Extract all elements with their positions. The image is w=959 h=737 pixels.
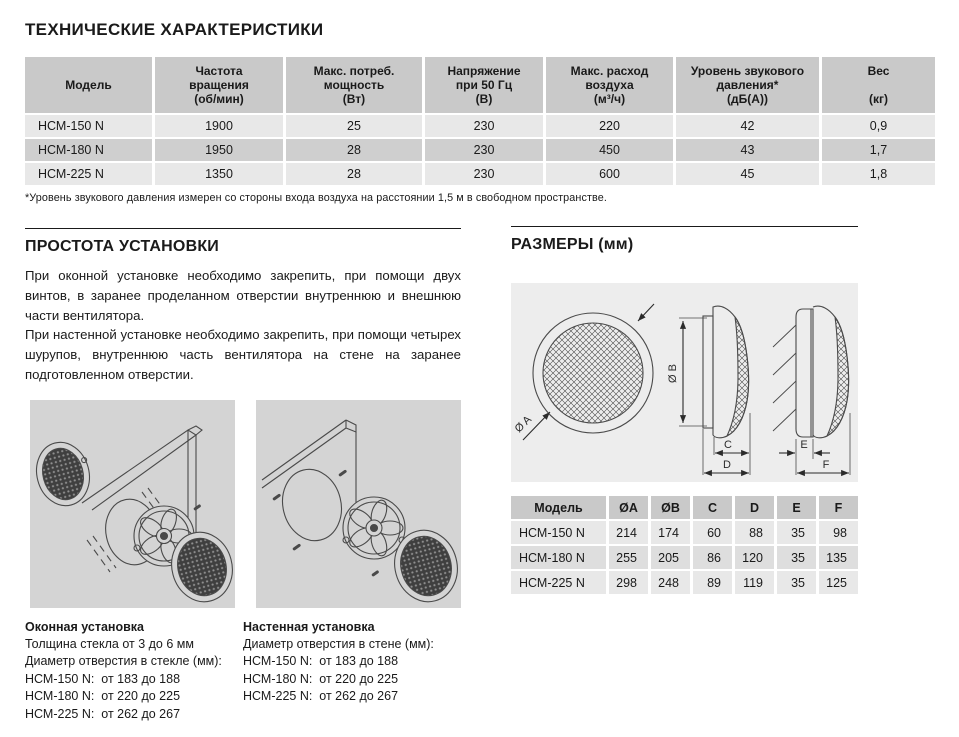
spec-cell: 1900: [155, 115, 283, 137]
dims-cell: 89: [693, 571, 732, 594]
window-installation-drawing: [30, 400, 235, 608]
spec-cell: 450: [546, 139, 673, 161]
dims-cell: 214: [609, 521, 648, 544]
spec-header-weight: Вес (кг): [822, 57, 935, 113]
spec-cell: 220: [546, 115, 673, 137]
caption-title: Оконная установка: [25, 619, 145, 634]
spec-cell: НСМ-180 N: [25, 139, 152, 161]
dim-label-b: Ø B: [667, 364, 679, 383]
spec-cell: 1350: [155, 163, 283, 185]
dims-header: ØA: [609, 496, 648, 519]
page-title: ТЕХНИЧЕСКИЕ ХАРАКТЕРИСТИКИ: [25, 20, 324, 39]
spec-header-voltage: Напряжение при 50 Гц (В): [425, 57, 543, 113]
wall-installation-illustration: [256, 400, 461, 608]
spec-footnote: *Уровень звукового давления измерен со стороны входа воздуха на расстоянии 1,5 м в свободном пространстве.: [25, 192, 607, 204]
spec-cell: 1950: [155, 139, 283, 161]
spec-header-model: Модель: [25, 57, 152, 113]
spec-cell: 28: [286, 163, 422, 185]
dims-cell: 125: [819, 571, 858, 594]
spec-table: [25, 57, 935, 185]
window-installation-illustration: [30, 400, 235, 608]
dims-cell: 255: [609, 546, 648, 569]
caption-title: Настенная установка: [243, 619, 375, 634]
spec-cell: НСМ-150 N: [25, 115, 152, 137]
spec-cell: 230: [425, 115, 543, 137]
dims-cell: НСМ-180 N: [511, 546, 606, 569]
installation-paragraph: При настенной установке необходимо закрепить, при помощи четырех шурупов, внутреннюю часть вентилятора на стене на заранее подготовленном отверстии.: [25, 327, 461, 382]
dims-cell: 35: [777, 521, 816, 544]
spec-header-airflow: Макс. расход воздуха (м³/ч): [546, 57, 673, 113]
dim-label-a: Ø A: [512, 413, 535, 436]
dims-cell: 86: [693, 546, 732, 569]
dims-cell: 98: [819, 521, 858, 544]
spec-cell: 43: [676, 139, 819, 161]
dims-header: E: [777, 496, 816, 519]
dims-header: C: [693, 496, 732, 519]
dimensions-table: [511, 496, 858, 594]
spec-header-speed: Частота вращения (об/мин): [155, 57, 283, 113]
spec-cell: 1,7: [822, 139, 935, 161]
spec-cell: 25: [286, 115, 422, 137]
spec-header-power: Макс. потреб. мощность (Вт): [286, 57, 422, 113]
dimensions-section: [511, 226, 858, 594]
dims-cell: 298: [609, 571, 648, 594]
spec-cell: 600: [546, 163, 673, 185]
dimensions-heading: РАЗМЕРЫ (мм): [511, 236, 634, 253]
dim-label-e: E: [800, 439, 808, 451]
installation-section: [25, 228, 461, 723]
spec-cell: 0,9: [822, 115, 935, 137]
section-divider: [511, 226, 858, 227]
dims-cell: 35: [777, 571, 816, 594]
dims-cell: 120: [735, 546, 774, 569]
dims-header: F: [819, 496, 858, 519]
spec-cell: 230: [425, 163, 543, 185]
spec-header-noise: Уровень звукового давления* (дБ(А)): [676, 57, 819, 113]
wall-installation-drawing: [256, 400, 461, 608]
dim-label-c: C: [724, 439, 732, 451]
dimensions-drawing: [511, 283, 858, 482]
dims-header: ØB: [651, 496, 690, 519]
window-installation-caption: Оконная установка Толщина стекла от 3 до 6 мм Диаметр отверстия в стекле (мм): НСМ-150 N: от 183 до 188 НСМ-180 N: от 220 до 225 НСМ-225 N: от 262 до 267: [25, 618, 243, 724]
dims-cell: 248: [651, 571, 690, 594]
dims-cell: 174: [651, 521, 690, 544]
fan-dimension-drawing: [511, 283, 858, 482]
wall-installation-caption: Настенная установка Диаметр отверстия в стене (мм): НСМ-150 N: от 183 до 188 НСМ-180 N: от 220 до 225 НСМ-225 N: от 262 до 267: [243, 618, 461, 724]
dim-label-f: F: [822, 459, 830, 471]
dims-cell: 135: [819, 546, 858, 569]
spec-cell: 42: [676, 115, 819, 137]
section-divider: [25, 228, 461, 229]
spec-cell: 28: [286, 139, 422, 161]
dims-cell: НСМ-225 N: [511, 571, 606, 594]
spec-cell: 1,8: [822, 163, 935, 185]
spec-cell: НСМ-225 N: [25, 163, 152, 185]
spec-cell: 45: [676, 163, 819, 185]
dims-cell: 205: [651, 546, 690, 569]
dims-header: D: [735, 496, 774, 519]
dims-cell: 88: [735, 521, 774, 544]
dim-label-d: D: [723, 459, 731, 471]
installation-heading: ПРОСТОТА УСТАНОВКИ: [25, 238, 219, 255]
dims-cell: НСМ-150 N: [511, 521, 606, 544]
dims-cell: 119: [735, 571, 774, 594]
installation-paragraph: При оконной установке необходимо закрепить, при помощи двух винтов, в заранее проделанном отверстии внутреннюю и внешнюю части вентилятора.: [25, 268, 461, 323]
dims-cell: 35: [777, 546, 816, 569]
dims-header: Модель: [511, 496, 606, 519]
spec-cell: 230: [425, 139, 543, 161]
dims-cell: 60: [693, 521, 732, 544]
